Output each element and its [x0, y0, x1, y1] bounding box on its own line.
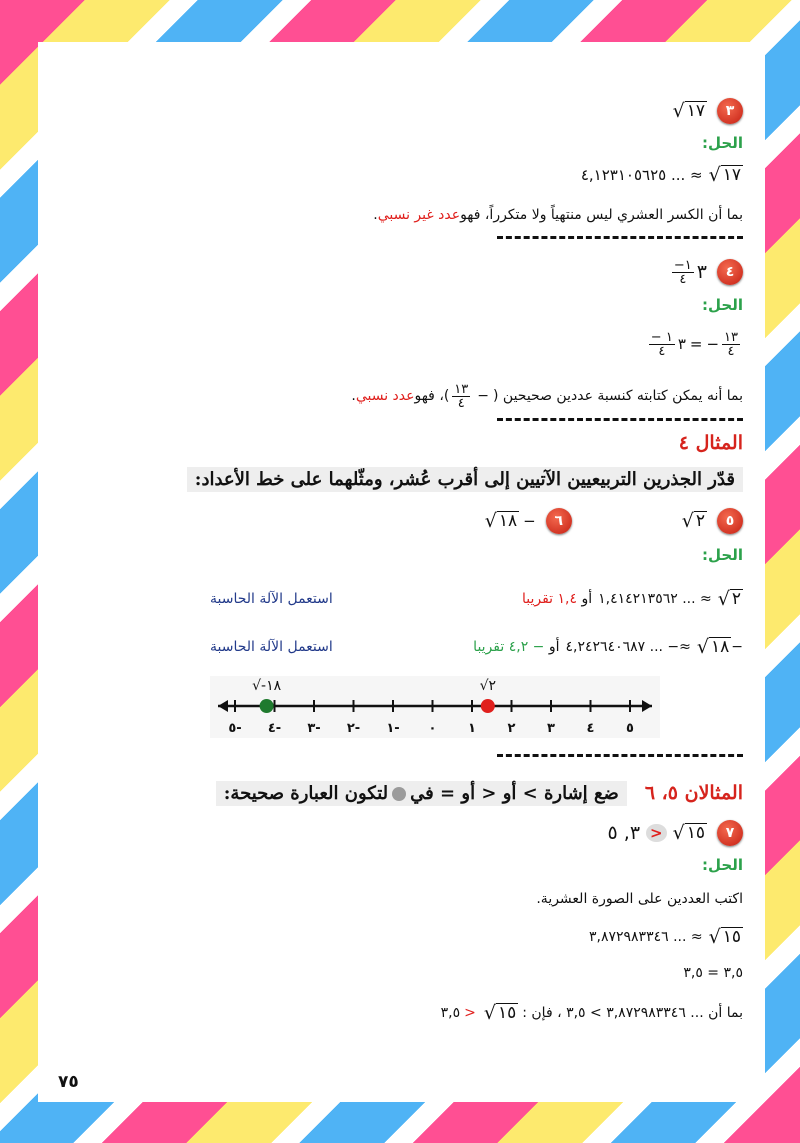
q4-header: ٤ ٣ $\frac{١-}{٤}$: [60, 252, 743, 292]
tick-label: ٤: [586, 721, 595, 736]
point-marker: [260, 699, 274, 713]
q7-badge: ٧: [717, 820, 743, 846]
radical-sign-icon: √: [708, 164, 721, 186]
q5-solution: ٢ √ ≈ ... ١,٤١٤٢١٣٥٦٢ أو ١,٤ تقريبا استعمل الآلة الحاسبة: [210, 588, 741, 610]
divider: [497, 418, 743, 421]
divider: [497, 236, 743, 239]
calculator-note: استعمل الآلة الحاسبة: [210, 639, 333, 655]
solution-label: الحل:: [702, 546, 743, 564]
tick-label: ٥-: [228, 721, 242, 736]
tick-label: ٣-: [307, 721, 321, 736]
number-line: [210, 676, 660, 738]
sqrt-17: ١٧ √: [672, 100, 705, 122]
q5-q6-header: ٥ ٢ √ ٦ − ١٨ √: [60, 506, 743, 536]
solution-label: الحل:: [702, 856, 743, 874]
q7-step2: ١٥ √ ≈ ... ٣,٨٧٢٩٨٣٣٤٦: [588, 926, 741, 948]
radical-sign-icon: √: [708, 926, 721, 948]
radical-sign-icon: √: [672, 100, 685, 122]
q3-header: [60, 96, 743, 126]
worksheet-page: [38, 42, 765, 1102]
example-4-prompt: قدّر الجذرين التربيعيين الآتيين إلى أقرب عُشر، ومثّلهما على خط الأعداد:: [60, 464, 743, 494]
tick-label: ٢: [507, 721, 516, 736]
q5-badge: ٥: [717, 508, 743, 534]
tick-label: ٣: [547, 721, 555, 736]
solution-label: الحل:: [702, 134, 743, 152]
tick-label: ٥: [626, 721, 634, 736]
radical-sign-icon: √: [483, 1002, 496, 1024]
radical-sign-icon: √: [696, 636, 709, 658]
example-4-title: المثال ٤: [678, 432, 743, 454]
arrow-left-icon: [218, 700, 228, 712]
q6-badge: ٦: [546, 508, 572, 534]
q7-step3: ٣,٥ = ٣,٥: [683, 965, 743, 981]
placeholder-circle-icon: [392, 787, 406, 801]
q6-solution: − ١٨ √ ≈− ... ٤,٢٤٢٦٤٠٦٨٧ أو − ٤,٢ تقريبا استعمل الآلة الحاسبة: [210, 636, 743, 658]
q3-equation: ١٧ √ ≈ ... ٤,١٢٣١٠٥٦٢٥: [580, 164, 741, 186]
q4-conclusion: بما أنه يمكن كتابته كنسبة عددين صحيحين ( − $\frac{١٣}{٤}$ )، فهو عدد نسبي .: [351, 381, 743, 411]
q7-step4: بما أن ... ٣,٨٧٢٩٨٣٣٤٦ > ٣,٥ ، فإن : ١٥ √ < ٣,٥: [440, 1002, 743, 1024]
radical-sign-icon: √: [672, 822, 685, 844]
tick-label: ٤-: [267, 721, 282, 736]
q3-conclusion: بما أن الكسر العشري ليس منتهياً ولا متكرراً، فهو عدد غير نسبي .: [373, 207, 743, 223]
tick-label: ١-: [386, 721, 400, 736]
q4-badge: ٤: [717, 259, 743, 285]
radical-sign-icon: √: [681, 510, 694, 532]
tick-label: ٢-: [346, 721, 361, 736]
comparison-symbol: <: [646, 824, 667, 842]
radical-sign-icon: √: [717, 588, 730, 610]
page-number: ٧٥: [58, 1072, 79, 1092]
solution-label: الحل:: [702, 296, 743, 314]
point-marker: [481, 699, 495, 713]
q7-step1: اكتب العددين على الصورة العشرية.: [536, 891, 743, 907]
divider: [497, 754, 743, 757]
q4-equation: $\frac{١٣}{٤}$ − = ٣ $\frac{١ -}{٤}$: [650, 329, 738, 359]
calculator-note: استعمل الآلة الحاسبة: [210, 591, 333, 607]
example-56-header: المثالان ٥، ٦ ضع إشارة > أو < أو = فيلتكون العبارة صحيحة:: [60, 778, 743, 808]
point-label: √-١٨: [252, 678, 282, 694]
tick-label: ١: [468, 721, 476, 736]
q7-header: ٧ ١٥ √ < ٣, ٥: [60, 818, 743, 848]
tick-label: ٠: [428, 721, 437, 736]
fraction: $\frac{١-}{٤}$: [673, 257, 692, 287]
q3-badge: ٣: [717, 98, 743, 124]
point-label: √٢: [479, 678, 497, 694]
radical-sign-icon: √: [484, 510, 497, 532]
arrow-right-icon: [642, 700, 652, 712]
